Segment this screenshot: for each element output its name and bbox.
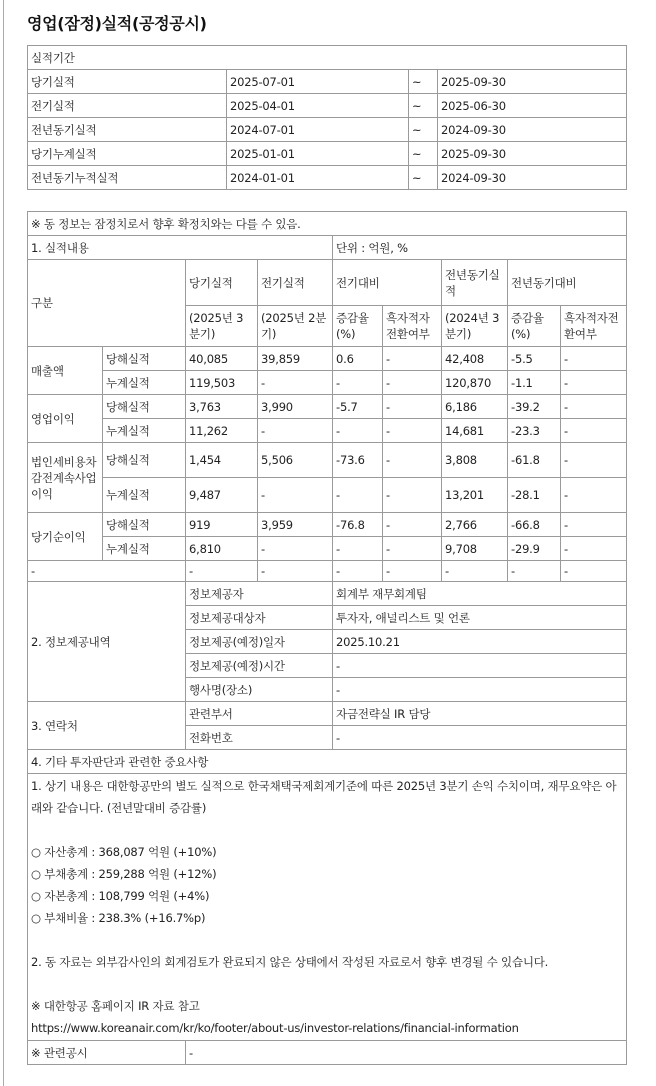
yoy-base-value: 120,870: [442, 371, 508, 395]
period-label: 전년동기실적: [28, 118, 227, 142]
contact-label: 관련부서: [186, 702, 333, 726]
metric-name: 당기순이익: [28, 513, 103, 561]
qoq-turn: -: [383, 537, 442, 561]
info-value: 2025.10.21: [333, 630, 627, 654]
section3-title: 3. 연락처: [28, 702, 186, 750]
contact-value: 자금전략실 IR 담당: [333, 702, 627, 726]
table-row: [28, 443, 627, 478]
qoq-rate: -73.6: [333, 443, 383, 478]
info-row: [28, 582, 627, 606]
yoy-base-value: 9,708: [442, 537, 508, 561]
qoq-rate: -: [333, 537, 383, 561]
row-type: 당해실적: [103, 443, 186, 478]
row-type: 당해실적: [103, 513, 186, 537]
qoq-turn: -: [383, 443, 442, 478]
period-table: [27, 45, 627, 190]
yoy-turn: -: [561, 347, 627, 371]
section2-title: 2. 정보제공내역: [28, 582, 186, 702]
qoq-rate: -: [333, 478, 383, 513]
period-label: 당기누계실적: [28, 142, 227, 166]
unit-label: 단위 : 억원, %: [333, 236, 627, 260]
current-value: 11,262: [186, 419, 258, 443]
period-start: 2025-01-01: [227, 142, 409, 166]
metric-name: 법인세비용차감전계속사업이익: [28, 443, 103, 513]
dash-cell: -: [561, 561, 627, 582]
period-row: [28, 142, 627, 166]
row-type: 누계실적: [103, 537, 186, 561]
qoq-turn: -: [383, 513, 442, 537]
notice-row: [28, 212, 627, 236]
info-value: 투자자, 애널리스트 및 언론: [333, 606, 627, 630]
dash-cell: -: [258, 561, 333, 582]
qoq-rate-header: 증감율(%): [333, 306, 383, 347]
period-start: 2024-07-01: [227, 118, 409, 142]
table-row: [28, 371, 627, 395]
dash-cell: -: [28, 561, 186, 582]
section4-body: [28, 774, 627, 1041]
period-end: 2024-09-30: [438, 166, 627, 190]
period-start: 2024-01-01: [227, 166, 409, 190]
yoy-header: 전년동기대비: [508, 260, 627, 306]
period-start: 2025-04-01: [227, 94, 409, 118]
section1-title: 1. 실적내용: [28, 236, 333, 260]
yoy-turn-header: 흑자적자전환여부: [561, 306, 627, 347]
yoy-rate-header: 증감율(%): [508, 306, 561, 347]
qoq-rate: 0.6: [333, 347, 383, 371]
qoq-turn: -: [383, 478, 442, 513]
contact-label: 전화번호: [186, 726, 333, 750]
period-label: 당기실적: [28, 70, 227, 94]
qoq-rate: -: [333, 419, 383, 443]
metric-name: 영업이익: [28, 395, 103, 443]
related-value: -: [186, 1041, 627, 1065]
yoy-base-sub-header: (2024년 3분기): [442, 306, 508, 347]
current-value: 919: [186, 513, 258, 537]
qoq-rate: -5.7: [333, 395, 383, 419]
current-sub-header: (2025년 3분기): [186, 306, 258, 347]
table-row: [28, 419, 627, 443]
yoy-base-value: 6,186: [442, 395, 508, 419]
info-value: 회계부 재무회계팀: [333, 582, 627, 606]
period-tilde: ~: [409, 166, 438, 190]
yoy-rate: -66.8: [508, 513, 561, 537]
period-end: 2025-09-30: [438, 142, 627, 166]
period-tilde: ~: [409, 70, 438, 94]
yoy-rate: -23.3: [508, 419, 561, 443]
current-value: 6,810: [186, 537, 258, 561]
qoq-turn: -: [383, 419, 442, 443]
contact-value: -: [333, 726, 627, 750]
qoq-turn: -: [383, 347, 442, 371]
notice-text: ※ 동 정보는 잠정치로서 향후 확정치와는 다를 수 있음.: [28, 212, 627, 236]
period-row: [28, 118, 627, 142]
row-type: 누계실적: [103, 371, 186, 395]
dash-cell: -: [508, 561, 561, 582]
info-label: 정보제공(예정)일자: [186, 630, 333, 654]
info-label: 정보제공(예정)시간: [186, 654, 333, 678]
section4-title: 4. 기타 투자판단과 관련한 중요사항: [28, 750, 627, 774]
related-row: [28, 1041, 627, 1065]
empty-row: [28, 561, 627, 582]
current-value: 119,503: [186, 371, 258, 395]
period-tilde: ~: [409, 142, 438, 166]
previous-value: 5,506: [258, 443, 333, 478]
yoy-base-value: 42,408: [442, 347, 508, 371]
yoy-turn: -: [561, 419, 627, 443]
previous-sub-header: (2025년 2분기): [258, 306, 333, 347]
table-row: [28, 347, 627, 371]
main-table: [27, 211, 627, 1065]
previous-value: 3,990: [258, 395, 333, 419]
period-start: 2025-07-01: [227, 70, 409, 94]
table-row: [28, 395, 627, 419]
period-label: 전년동기누적실적: [28, 166, 227, 190]
dash-cell: -: [442, 561, 508, 582]
qoq-header: 전기대비: [333, 260, 442, 306]
previous-value: -: [258, 419, 333, 443]
current-value: 9,487: [186, 478, 258, 513]
ir-link[interactable]: https://www.koreanair.com/kr/ko/footer/about-us/investor-relations/financial-information: [31, 1021, 519, 1035]
yoy-rate: -61.8: [508, 443, 561, 478]
current-value: 3,763: [186, 395, 258, 419]
period-header: 실적기간: [28, 46, 627, 70]
qoq-turn-header: 흑자적자전환여부: [383, 306, 442, 347]
qoq-rate: -76.8: [333, 513, 383, 537]
related-label: ※ 관련공시: [28, 1041, 186, 1065]
contact-row: [28, 702, 627, 726]
dash-cell: -: [383, 561, 442, 582]
yoy-base-header: 전년동기실적: [442, 260, 508, 306]
table-row: [28, 537, 627, 561]
yoy-turn: -: [561, 478, 627, 513]
period-row: [28, 166, 627, 190]
row-type: 당해실적: [103, 347, 186, 371]
qoq-rate: -: [333, 371, 383, 395]
table-row: [28, 513, 627, 537]
yoy-rate: -29.9: [508, 537, 561, 561]
yoy-rate: -1.1: [508, 371, 561, 395]
page-title: 영업(잠정)실적(공정공시): [27, 14, 207, 33]
period-end: 2025-09-30: [438, 70, 627, 94]
section4-body-row: [28, 774, 627, 1041]
yoy-turn: -: [561, 513, 627, 537]
qoq-turn: -: [383, 371, 442, 395]
info-label: 정보제공자: [186, 582, 333, 606]
period-tilde: ~: [409, 118, 438, 142]
yoy-turn: -: [561, 371, 627, 395]
row-type: 누계실적: [103, 478, 186, 513]
qoq-turn: -: [383, 395, 442, 419]
period-header-row: [28, 46, 627, 70]
yoy-rate: -39.2: [508, 395, 561, 419]
period-label: 전기실적: [28, 94, 227, 118]
yoy-base-value: 14,681: [442, 419, 508, 443]
yoy-base-value: 13,201: [442, 478, 508, 513]
row-type: 누계실적: [103, 419, 186, 443]
dash-cell: -: [186, 561, 258, 582]
yoy-turn: -: [561, 443, 627, 478]
section1-row: [28, 236, 627, 260]
previous-value: 39,859: [258, 347, 333, 371]
period-end: 2025-06-30: [438, 94, 627, 118]
previous-value: 3,959: [258, 513, 333, 537]
section4-row: [28, 750, 627, 774]
row-type: 당해실적: [103, 395, 186, 419]
info-value: -: [333, 654, 627, 678]
info-value: -: [333, 678, 627, 702]
yoy-turn: -: [561, 537, 627, 561]
yoy-rate: -5.5: [508, 347, 561, 371]
period-row: [28, 70, 627, 94]
previous-header: 전기실적: [258, 260, 333, 306]
current-value: 40,085: [186, 347, 258, 371]
current-value: 1,454: [186, 443, 258, 478]
yoy-base-value: 3,808: [442, 443, 508, 478]
table-row: [28, 478, 627, 513]
info-label: 정보제공대상자: [186, 606, 333, 630]
yoy-base-value: 2,766: [442, 513, 508, 537]
gubun-header: 구분: [28, 260, 186, 347]
yoy-turn: -: [561, 395, 627, 419]
info-label: 행사명(장소): [186, 678, 333, 702]
previous-value: -: [258, 371, 333, 395]
dash-cell: -: [333, 561, 383, 582]
yoy-rate: -28.1: [508, 478, 561, 513]
previous-value: -: [258, 478, 333, 513]
period-end: 2024-09-30: [438, 118, 627, 142]
period-tilde: ~: [409, 94, 438, 118]
period-row: [28, 94, 627, 118]
current-header: 당기실적: [186, 260, 258, 306]
previous-value: -: [258, 537, 333, 561]
metric-name: 매출액: [28, 347, 103, 395]
section4-body-text: 1. 상기 내용은 대한항공만의 별도 실적으로 한국채택국제회계기준에 따른 2025년 3분기 손익 수치이며, 재무요약은 아래와 같습니다. (전년말대비 증감률) ○ 자산총계 : 368,087 억원 (+10%) ○ 부채총계 : 259,288 억원 (+12%) ○ 자본총계 : 108,799 억원 (+4%) ○ 부채비율 : 238.3% (+16.7%p) 2. 동 자료는 외부감사인의 회계검토가 완료되지 않은 상태에서 작성된 자료로서 향후 변경될 수 있습니다. ※ 대한항공 홈페이지 IR 자료 참고: [31, 779, 617, 1013]
